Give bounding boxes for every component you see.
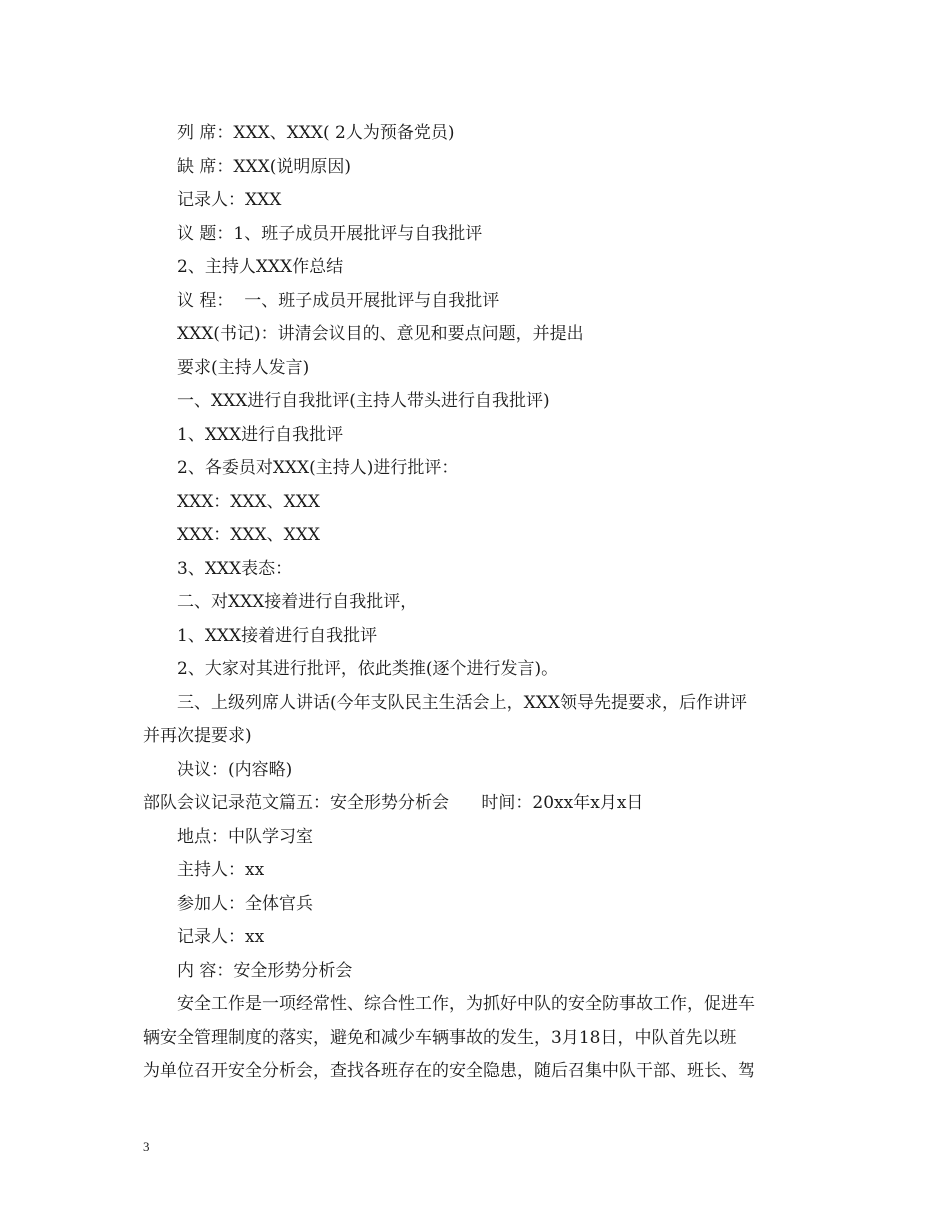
section-one-heading: 一、XXX进行自我批评(主持人带头进行自我批评) — [177, 391, 550, 411]
meeting-recorder: 记录人：xx — [177, 927, 265, 947]
section-one-item-1: 1、XXX进行自我批评 — [177, 424, 344, 445]
body-paragraph-line-1: 安全工作是一项经常性、综合性工作，为抓好中队的安全防事故工作，促进车 — [177, 994, 755, 1014]
resolution-line: 决议：(内容略) — [177, 759, 293, 780]
body-paragraph-line-3: 为单位召开安全分析会，查找各班存在的安全隐患，随后召集中队干部、班长、驾 — [143, 1061, 755, 1081]
section-two-heading: 二、对XXX接着进行自我批评， — [177, 592, 418, 612]
page-number: 3 — [143, 1139, 150, 1154]
section-one-item-3: 3、XXX表态： — [177, 558, 293, 579]
section-two-item-2: 2、大家对其进行批评，依此类推(逐个进行发言)。 — [177, 659, 559, 679]
recorder-line: 记录人：XXX — [177, 190, 282, 210]
meeting-host: 主持人：xx — [177, 860, 265, 880]
section-five-title: 部队会议记录范文篇五：安全形势分析会 时间：20xx年x月x日 — [143, 793, 644, 813]
critique-line: XXX：XXX、XXX — [177, 491, 320, 512]
section-one-item-2: 2、各委员对XXX(主持人)进行批评： — [177, 458, 459, 478]
secretary-speech-continued: 要求(主持人发言) — [177, 357, 310, 378]
attendee-line: 列 席：XXX、XXX( 2人为预备党员) — [177, 123, 455, 143]
document-body — [143, 117, 815, 1089]
meeting-content: 内 容：安全形势分析会 — [177, 960, 353, 981]
body-paragraph-line-2: 辆安全管理制度的落实，避免和减少车辆事故的发生，3月18日，中队首先以班 — [143, 1027, 737, 1048]
agenda-process-line: 议 程： 一、班子成员开展批评与自我批评 — [177, 290, 500, 311]
critique-line: XXX：XXX、XXX — [177, 525, 320, 545]
section-two-item-1: 1、XXX接着进行自我批评 — [177, 625, 378, 646]
absent-line: 缺 席：XXX(说明原因) — [177, 156, 351, 177]
section-three-line-2: 并再次提要求) — [143, 726, 252, 746]
agenda-topic-item-2: 2、主持人XXX作总结 — [177, 257, 344, 277]
meeting-location: 地点：中队学习室 — [177, 826, 313, 847]
agenda-topic-line: 议 题：1、班子成员开展批评与自我批评 — [177, 223, 483, 244]
meeting-participants: 参加人：全体官兵 — [177, 893, 313, 914]
secretary-speech-line: XXX(书记)：讲清会议目的、意见和要点问题，并提出 — [177, 324, 584, 344]
section-three-line-1: 三、上级列席人讲话(今年支队民主生活会上，XXX领导先提要求，后作讲评 — [177, 692, 747, 713]
